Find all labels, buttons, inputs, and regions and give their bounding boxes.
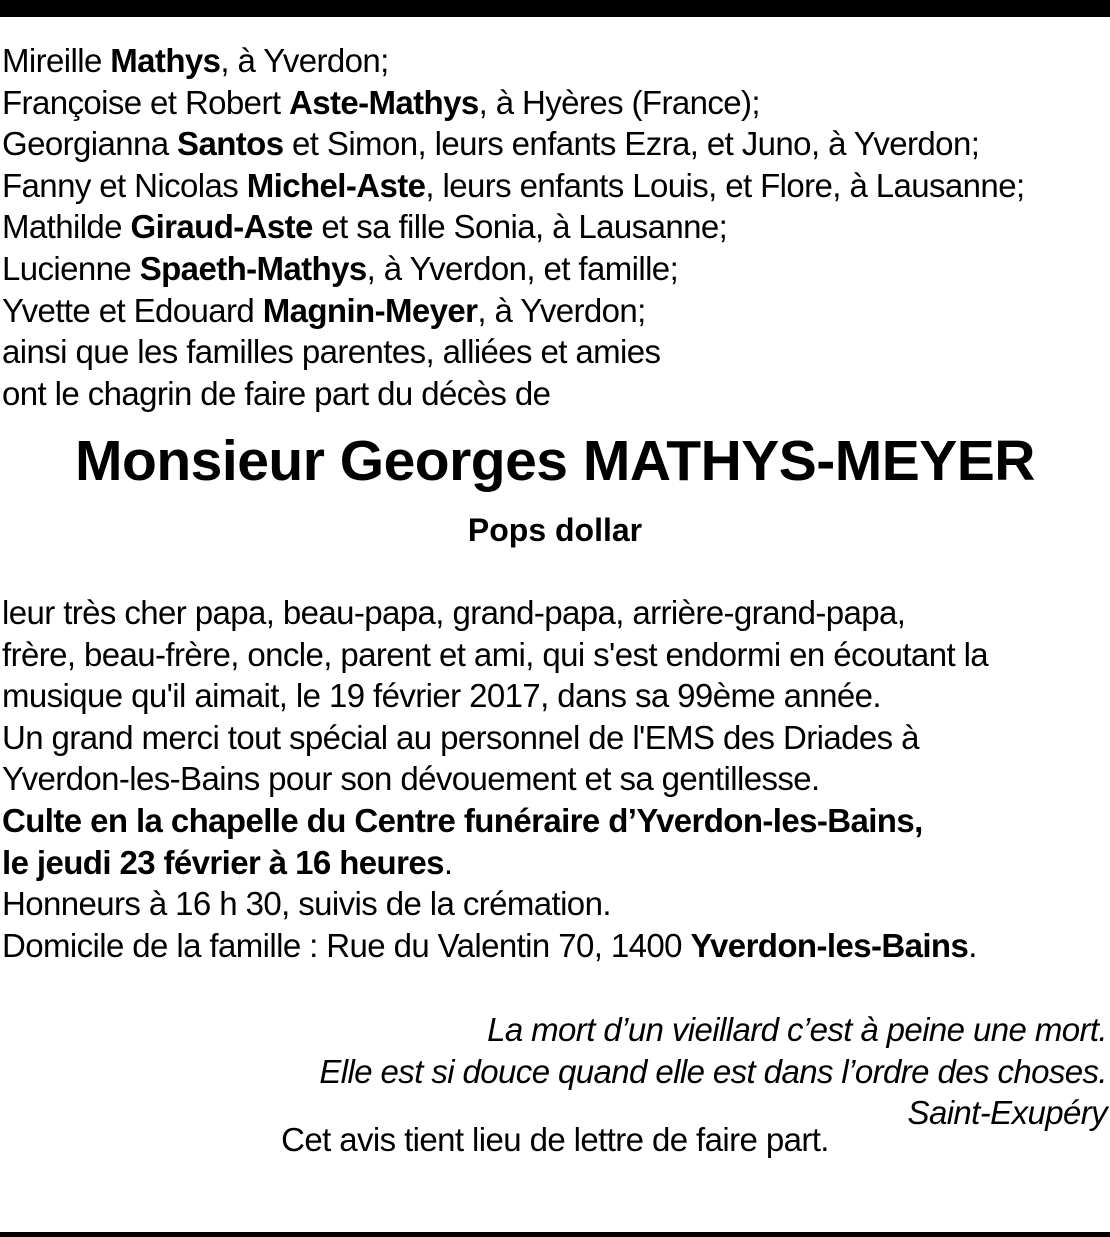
message-line: Un grand merci tout spécial au personnel de l'EMS des Driades à bbox=[2, 718, 919, 756]
family-surname: Giraud-Aste bbox=[130, 208, 313, 246]
quote-block bbox=[107, 1009, 1107, 1134]
deceased-name: Monsieur Georges MATHYS-MEYER bbox=[75, 429, 1035, 493]
message-line: musique qu'il aimait, le 19 février 2017, dans sa 99ème année. bbox=[2, 677, 881, 715]
family-line: Fanny et Nicolas Michel-Aste, leurs enfants Louis, et Flore, à Lausanne; bbox=[2, 166, 1025, 204]
ceremony-date-line: le jeudi 23 février à 16 heures. bbox=[2, 843, 453, 881]
announcement-message bbox=[2, 592, 1108, 966]
intro-line: ont le chagrin de faire part du décès de bbox=[2, 374, 551, 412]
family-line: Françoise et Robert Aste-Mathys, à Hyères (France); bbox=[2, 83, 761, 121]
family-surname: Mathys bbox=[110, 42, 221, 79]
intro-line: ainsi que les familles parentes, alliées et amies bbox=[2, 333, 661, 371]
family-list bbox=[2, 40, 1108, 414]
family-line: Yvette et Edouard Magnin-Meyer, à Yverdon; bbox=[2, 291, 646, 329]
bottom-border-rule bbox=[0, 1232, 1110, 1237]
family-surname: Magnin-Meyer bbox=[262, 291, 478, 329]
message-line: Yverdon-les-Bains pour son dévouement et sa gentillesse. bbox=[2, 760, 820, 798]
notice-text: Cet avis tient lieu de lettre de faire part. bbox=[281, 1121, 829, 1158]
family-surname: Michel-Aste bbox=[246, 166, 426, 204]
family-surname: Spaeth-Mathys bbox=[139, 249, 367, 287]
top-border-rule bbox=[0, 0, 1110, 17]
ceremony-date: le jeudi 23 février à 16 heures bbox=[2, 843, 444, 881]
family-surname: Aste-Mathys bbox=[288, 83, 479, 121]
message-line: frère, beau-frère, oncle, parent et ami, qui s'est endormi en écoutant la bbox=[2, 635, 989, 673]
ceremony-line: Culte en la chapelle du Centre funéraire d’Yverdon-les-Bains, bbox=[2, 801, 923, 839]
family-line: Lucienne Spaeth-Mathys, à Yverdon, et famille; bbox=[2, 249, 679, 287]
quote-author: Saint-Exupéry bbox=[907, 1094, 1107, 1131]
deceased-nickname: Pops dollar bbox=[467, 512, 643, 548]
family-line: Georgianna Santos et Simon, leurs enfants Ezra, et Juno, à Yverdon; bbox=[2, 125, 980, 163]
family-surname: Santos bbox=[177, 125, 284, 163]
quote-line: Elle est si douce quand elle est dans l’ordre des choses. bbox=[319, 1052, 1107, 1090]
domicile-city: Yverdon-les-Bains bbox=[690, 926, 969, 964]
message-line: leur très cher papa, beau-papa, grand-papa, arrière-grand-papa, bbox=[2, 594, 906, 631]
domicile-line: Domicile de la famille : Rue du Valentin 70, 1400 Yverdon-les-Bains. bbox=[2, 926, 977, 964]
family-line: Mathilde Giraud-Aste et sa fille Sonia, à Lausanne; bbox=[2, 208, 728, 246]
family-line: Mireille Mathys, à Yverdon; bbox=[2, 42, 389, 79]
honours-line: Honneurs à 16 h 30, suivis de la crémation. bbox=[2, 885, 611, 923]
quote-line: La mort d’un vieillard c’est à peine une mort. bbox=[487, 1011, 1107, 1048]
